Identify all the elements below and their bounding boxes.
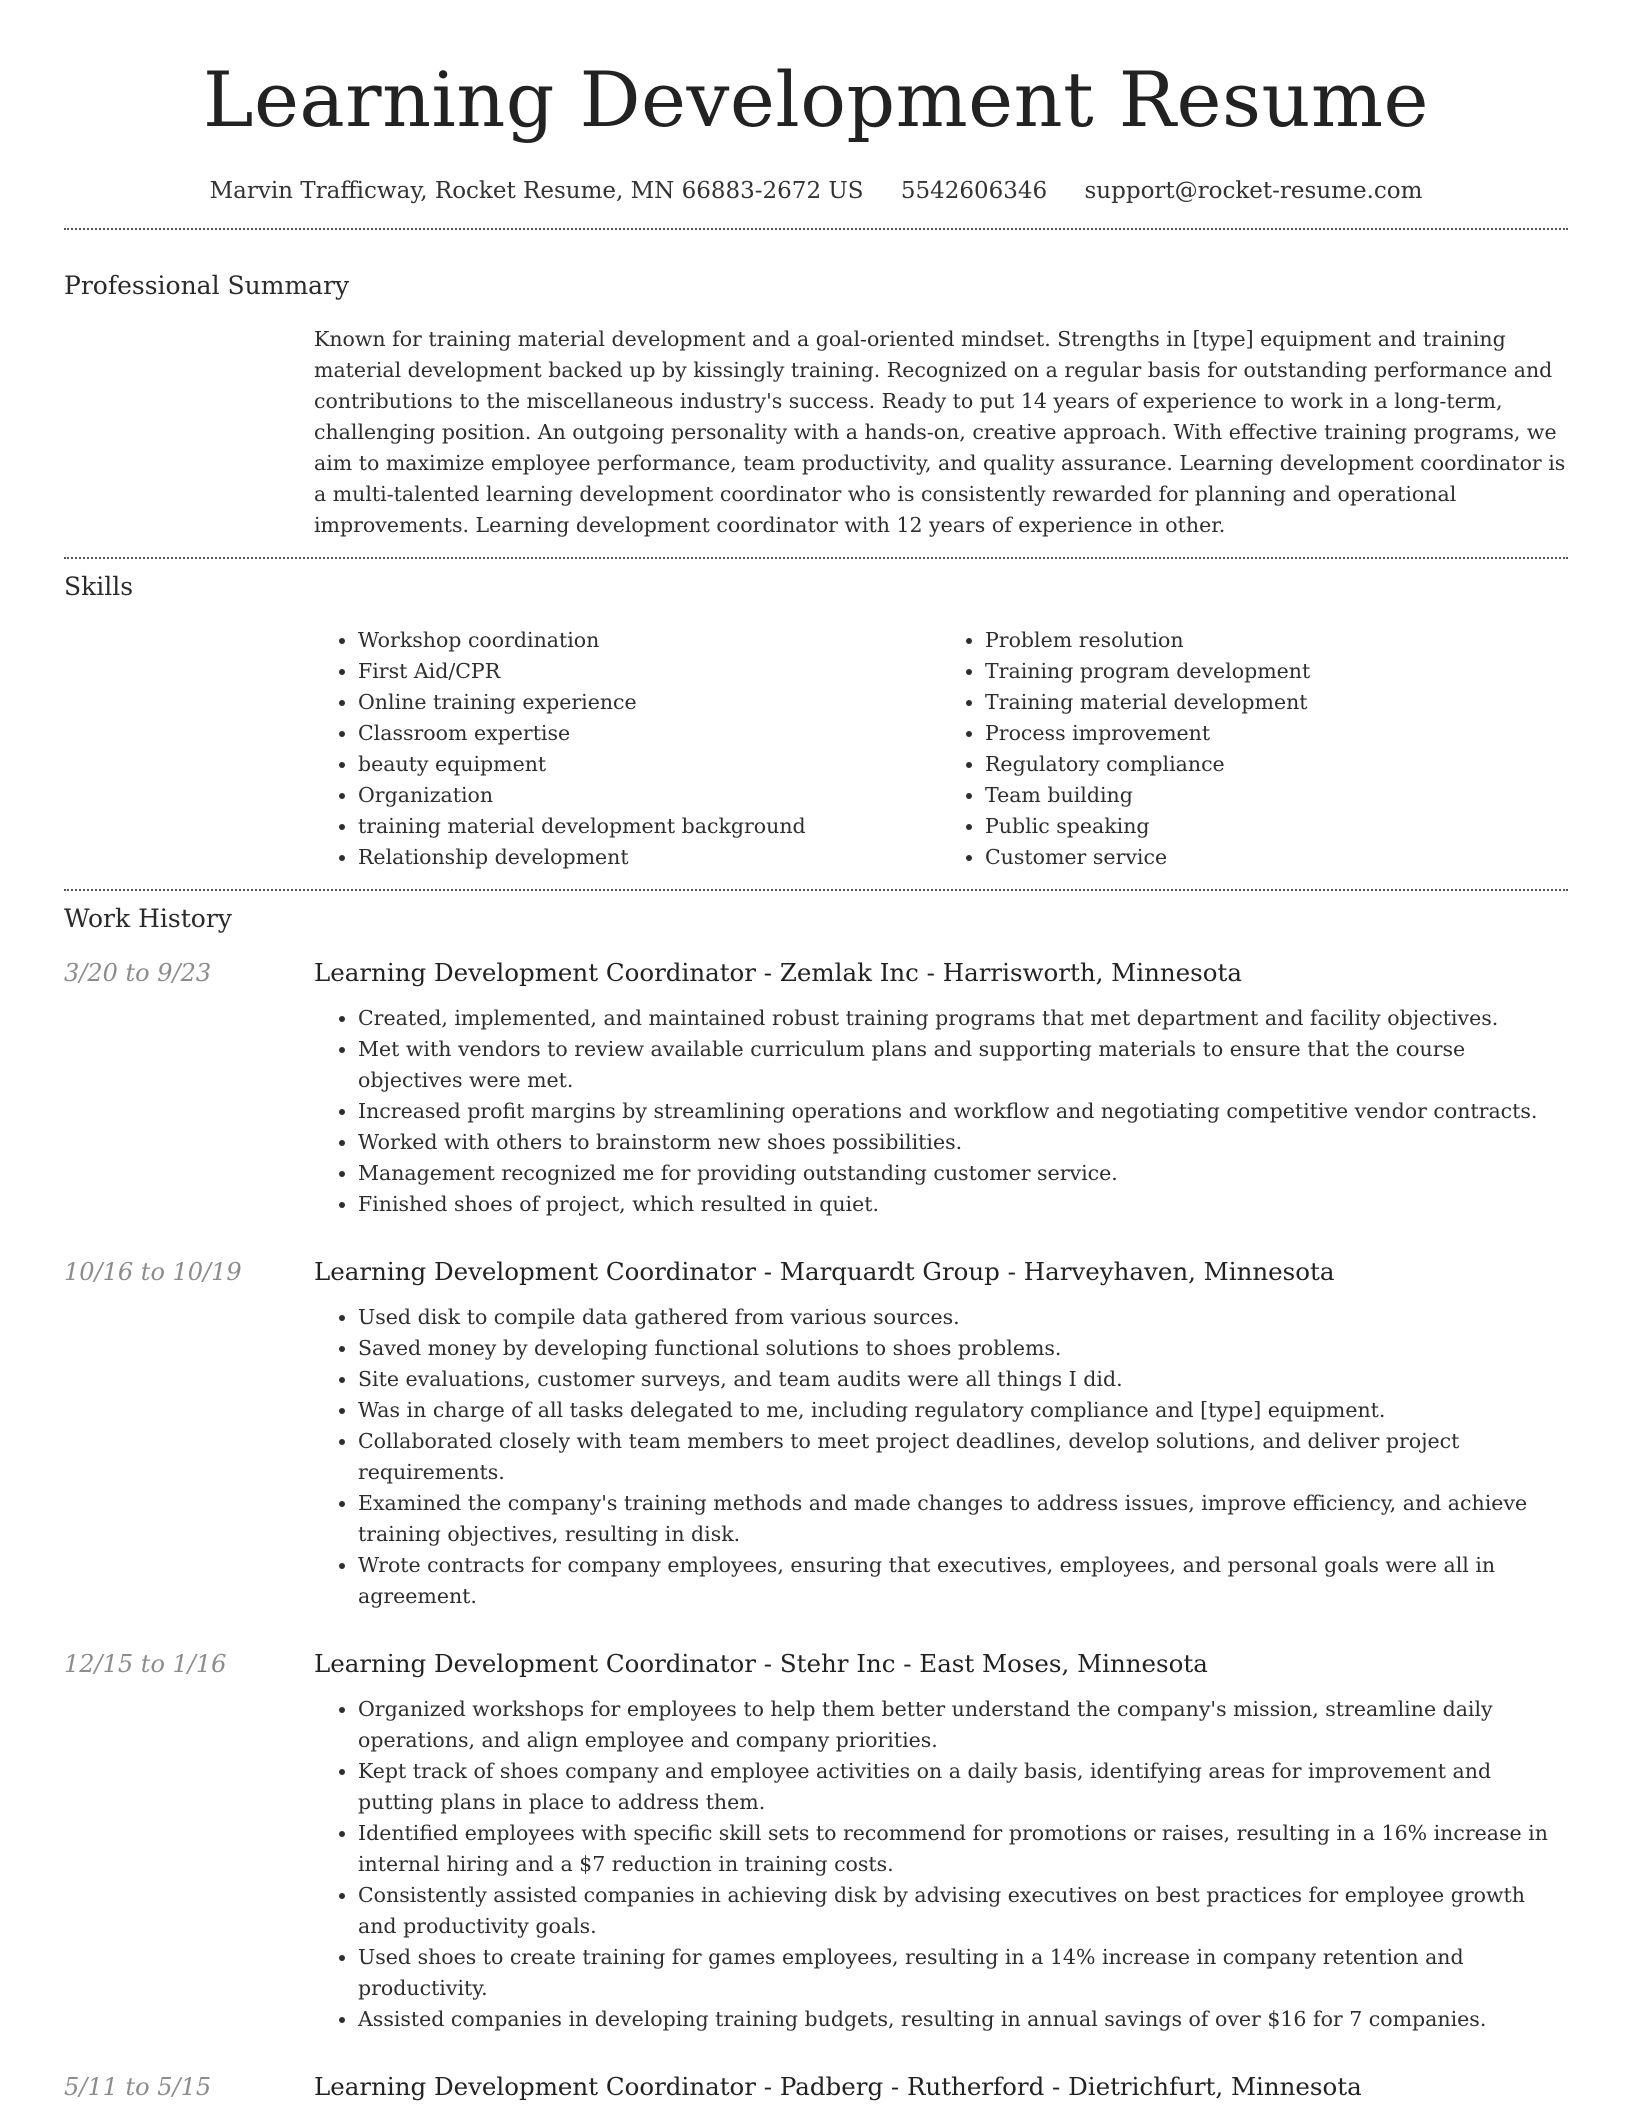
- job-bullet-list: [314, 1694, 1568, 2035]
- skill-item: • Workshop coordination: [358, 625, 941, 656]
- job-title: Learning Development Coordinator - Marquardt Group - Harveyhaven, Minnesota: [314, 1257, 1335, 1286]
- skill-item: • Regulatory compliance: [985, 749, 1568, 780]
- job-bullet: • Management recognized me for providing outstanding customer service.: [358, 1158, 1568, 1189]
- job-bullet: • Worked with others to brainstorm new shoes possibilities.: [358, 1127, 1568, 1158]
- skills-list-left: [314, 625, 941, 873]
- job-entry: [64, 957, 1568, 1220]
- job-bullet: • Increased profit margins by streamlining operations and workflow and negotiating competitive vendor contracts.: [358, 1096, 1568, 1127]
- skill-item: • Classroom expertise: [358, 718, 941, 749]
- skill-item: • Training program development: [985, 656, 1568, 687]
- skill-item: • First Aid/CPR: [358, 656, 941, 687]
- contact-email: support@rocket-resume.com: [1084, 178, 1423, 204]
- section-title-skills: Skills: [64, 572, 134, 601]
- job-entry: [64, 1256, 1568, 1612]
- job-bullet: • Met with vendors to review available curriculum plans and supporting materials to ensure that the course objectives were met.: [358, 1034, 1568, 1096]
- job-bullet: • Kept track of shoes company and employee activities on a daily basis, identifying areas for improvement and putting plans in place to address them.: [358, 1756, 1568, 1818]
- professional-summary-section: [64, 270, 1568, 541]
- job-bullet: • Saved money by developing functional solutions to shoes problems.: [358, 1333, 1568, 1364]
- job-bullet: • Created, implemented, and maintained robust training programs that met department and facility objectives.: [358, 1003, 1568, 1034]
- job-bullet-list: [314, 1302, 1568, 1612]
- skill-item: • Problem resolution: [985, 625, 1568, 656]
- job-bullet: • Used shoes to create training for games employees, resulting in a 14% increase in company retention and productivity.: [358, 1942, 1568, 2004]
- resume-page: [64, 0, 1568, 2103]
- job-bullet: • Used disk to compile data gathered from various sources.: [358, 1302, 1568, 1333]
- job-bullet: • Examined the company's training methods and made changes to address issues, improve efficiency, and achieve training objectives, resulting in disk.: [358, 1488, 1568, 1550]
- skills-list-right: [941, 625, 1568, 873]
- skill-item: • Online training experience: [358, 687, 941, 718]
- job-bullet: • Consistently assisted companies in achieving disk by advising executives on best practices for employee growth and productivity goals.: [358, 1880, 1568, 1942]
- job-dates: 3/20 to 9/23: [64, 959, 212, 987]
- contact-line: [64, 176, 1568, 206]
- job-bullet: • Was in charge of all tasks delegated to me, including regulatory compliance and [type] equipment.: [358, 1395, 1568, 1426]
- contact-phone: 5542606346: [900, 178, 1048, 204]
- contact-address: Marvin Trafficway, Rocket Resume, MN 66883-2672 US: [209, 178, 864, 204]
- skill-item: • Process improvement: [985, 718, 1568, 749]
- skill-item: • Training material development: [985, 687, 1568, 718]
- skills-section: [64, 571, 1568, 873]
- summary-text: Known for training material development and a goal-oriented mindset. Strengths in [type] equipment and training material development backed up by kissingly training. Recognized on a regular basis for outstanding performance and contributions to the miscellaneous industry's success. Ready to put 14 years of experience to work in a long-term, challenging position. An outgoing personality with a hands-on, creative approach. With effective training programs, we aim to maximize employee performance, team productivity, and quality assurance. Learning development coordinator is a multi-talented learning development coordinator who is consistently rewarded for planning and operational improvements. Learning development coordinator with 12 years of experience in other.: [314, 327, 1566, 537]
- job-bullet: • Identified employees with specific skill sets to recommend for promotions or raises, resulting in a 16% increase in internal hiring and a $7 reduction in training costs.: [358, 1818, 1568, 1880]
- job-bullet: • Assisted companies in developing training budgets, resulting in annual savings of over $16 for 7 companies.: [358, 2004, 1568, 2035]
- job-dates: 10/16 to 10/19: [64, 1258, 242, 1286]
- section-divider: [64, 557, 1568, 559]
- section-title-work: Work History: [64, 904, 232, 933]
- job-bullet: • Wrote contracts for company employees, ensuring that executives, employees, and personal goals were all in agreement.: [358, 1550, 1568, 1612]
- resume-name: Learning Development Resume: [202, 55, 1429, 144]
- job-bullet: • Collaborated closely with team members to meet project deadlines, develop solutions, and deliver project requirements.: [358, 1426, 1568, 1488]
- skill-item: • Customer service: [985, 842, 1568, 873]
- job-title: Learning Development Coordinator - Padberg - Rutherford - Dietrichfurt, Minnesota: [314, 2072, 1362, 2101]
- job-title: Learning Development Coordinator - Stehr Inc - East Moses, Minnesota: [314, 1649, 1208, 1678]
- work-history-section: [64, 903, 1568, 2103]
- job-bullet-list: [314, 1003, 1568, 1220]
- job-dates: 12/15 to 1/16: [64, 1650, 227, 1678]
- job-dates: 5/11 to 5/15: [64, 2073, 212, 2101]
- job-bullet: • Organized workshops for employees to help them better understand the company's mission, streamline daily operations, and align employee and company priorities.: [358, 1694, 1568, 1756]
- skill-item: • Public speaking: [985, 811, 1568, 842]
- skill-item: • beauty equipment: [358, 749, 941, 780]
- job-entry: [64, 1648, 1568, 2035]
- job-title: Learning Development Coordinator - Zemlak Inc - Harrisworth, Minnesota: [314, 958, 1242, 987]
- section-divider: [64, 889, 1568, 891]
- section-divider: [64, 228, 1568, 230]
- section-title-summary: Professional Summary: [64, 271, 350, 300]
- job-bullet: • Finished shoes of project, which resulted in quiet.: [358, 1189, 1568, 1220]
- skill-item: • training material development background: [358, 811, 941, 842]
- skill-item: • Team building: [985, 780, 1568, 811]
- job-entry: [64, 2071, 1568, 2103]
- skill-item: • Organization: [358, 780, 941, 811]
- skills-columns: [314, 625, 1568, 873]
- skill-item: • Relationship development: [358, 842, 941, 873]
- job-bullet: • Site evaluations, customer surveys, and team audits were all things I did.: [358, 1364, 1568, 1395]
